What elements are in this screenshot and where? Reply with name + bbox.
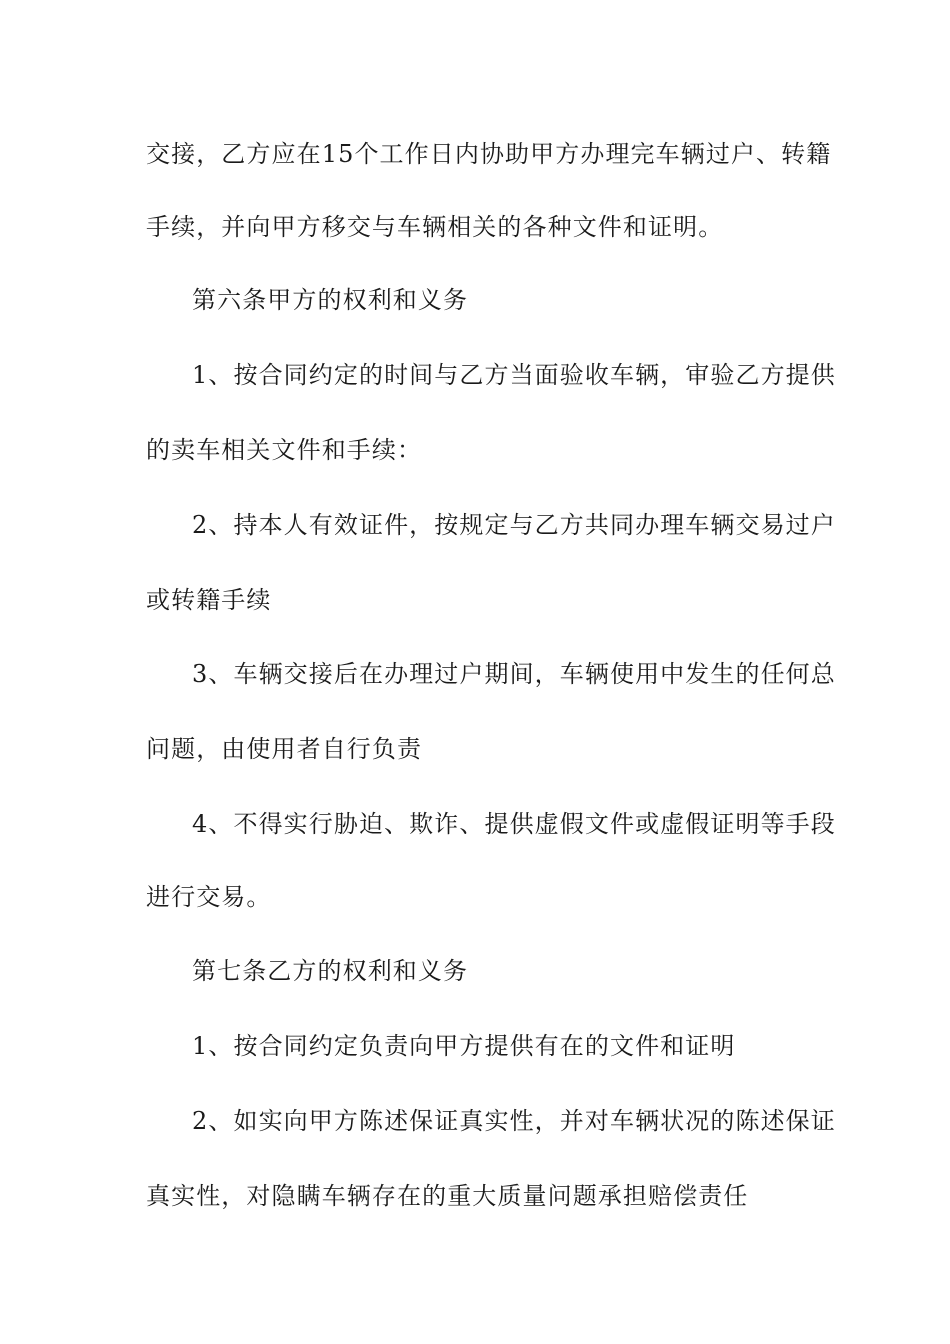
list-item-line: 1、按合同约定负责向甲方提供有在的文件和证明 [192,1032,736,1060]
paragraph-line: 的卖车相关文件和手续： [146,436,423,464]
list-item-line: 3、车辆交接后在办理过户期间，车辆使用中发生的任何总 [192,660,836,688]
section-heading-article-7: 第七条乙方的权利和义务 [192,957,469,985]
paragraph-line: 问题，由使用者自行负责 [146,735,423,763]
paragraph-line: 或转籍手续 [146,586,272,614]
paragraph-line: 进行交易。 [146,883,272,911]
list-item-line: 1、按合同约定的时间与乙方当面验收车辆，审验乙方提供 [192,361,836,389]
section-heading-article-6: 第六条甲方的权利和义务 [192,286,469,314]
paragraph-line: 交接，乙方应在15个工作日内协助甲方办理完车辆过户、转籍 [146,140,832,168]
list-item-line: 2、如实向甲方陈述保证真实性，并对车辆状况的陈述保证 [192,1107,836,1135]
paragraph-line: 真实性，对隐瞒车辆存在的重大质量问题承担赔偿责任 [146,1182,749,1210]
list-item-line: 4、不得实行胁迫、欺诈、提供虚假文件或虚假证明等手段 [192,810,836,838]
list-item-line: 2、持本人有效证件，按规定与乙方共同办理车辆交易过户 [192,511,836,539]
paragraph-line: 手续，并向甲方移交与车辆相关的各种文件和证明。 [146,213,724,241]
